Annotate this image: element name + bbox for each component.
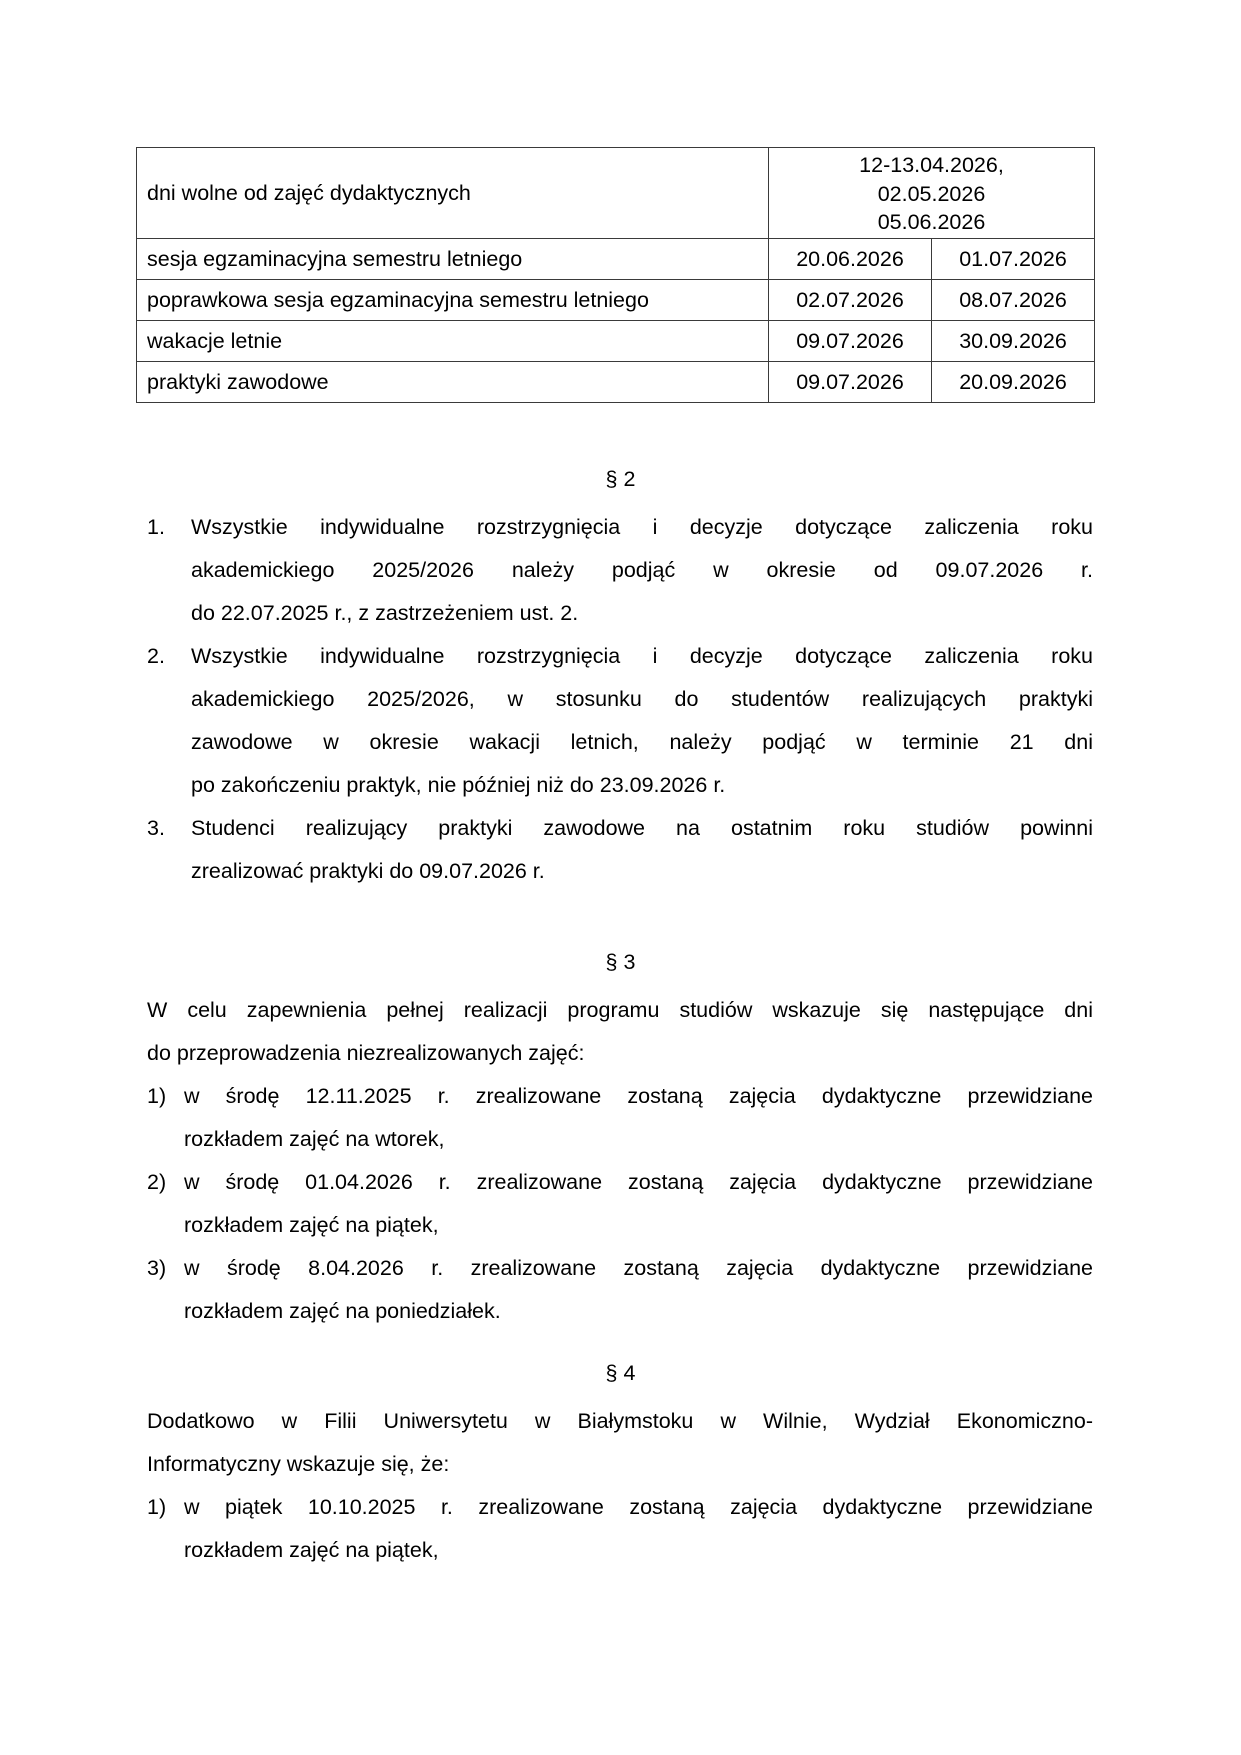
- list-number: 3): [147, 1256, 167, 1280]
- list-number: 1.: [147, 515, 165, 539]
- list-item-line: w środę 12.11.2025 r. zrealizowane zostaną zajęcia dydaktyczne przewidziane: [184, 1084, 1093, 1108]
- list-number: 2): [147, 1170, 167, 1194]
- table-row: [137, 239, 1095, 280]
- free-days-dates: [769, 148, 1095, 239]
- list-item-line: po zakończeniu praktyk, nie później niż do 23.09.2026 r.: [191, 773, 726, 797]
- list-item-line: Wszystkie indywidualne rozstrzygnięcia i decyzje dotyczące zaliczenia roku: [191, 515, 1093, 539]
- list-item-line: rozkładem zajęć na wtorek,: [184, 1127, 445, 1151]
- table-row: [137, 362, 1095, 403]
- date-value: 12-13.04.2026,: [859, 153, 1004, 178]
- list-item-line: zrealizować praktyki do 09.07.2026 r.: [191, 859, 545, 883]
- section-heading-3: § 3: [605, 950, 636, 974]
- row-label: poprawkowa sesja egzaminacyjna semestru letniego: [137, 280, 769, 321]
- list-item-line: zawodowe w okresie wakacji letnich, należy podjąć w terminie 21 dni: [191, 730, 1093, 754]
- list-number: 3.: [147, 816, 165, 840]
- intro-line: W celu zapewnienia pełnej realizacji programu studiów wskazuje się następujące dni: [147, 998, 1093, 1022]
- list-item-line: rozkładem zajęć na poniedziałek.: [184, 1299, 501, 1323]
- table-row: [137, 280, 1095, 321]
- list-item-line: rozkładem zajęć na piątek,: [184, 1538, 439, 1562]
- end-date: 08.07.2026: [932, 280, 1095, 321]
- list-item-line: Wszystkie indywidualne rozstrzygnięcia i decyzje dotyczące zaliczenia roku: [191, 644, 1093, 668]
- start-date: 09.07.2026: [769, 321, 932, 362]
- start-date: 02.07.2026: [769, 280, 932, 321]
- section-heading-2: § 2: [605, 467, 636, 491]
- intro-line: do przeprowadzenia niezrealizowanych zajęć:: [147, 1041, 585, 1065]
- start-date: 09.07.2026: [769, 362, 932, 403]
- row-label: praktyki zawodowe: [137, 362, 769, 403]
- list-number: 1): [147, 1084, 167, 1108]
- start-date: 20.06.2026: [769, 239, 932, 280]
- end-date: 30.09.2026: [932, 321, 1095, 362]
- end-date: 20.09.2026: [932, 362, 1095, 403]
- intro-line: Dodatkowo w Filii Uniwersytetu w Białymstoku w Wilnie, Wydział Ekonomiczno-: [147, 1409, 1093, 1433]
- row-label: wakacje letnie: [137, 321, 769, 362]
- list-item-line: akademickiego 2025/2026 należy podjąć w okresie od 09.07.2026 r.: [191, 558, 1093, 582]
- list-number: 1): [147, 1495, 167, 1519]
- list-item-line: w środę 01.04.2026 r. zrealizowane zostaną zajęcia dydaktyczne przewidziane: [184, 1170, 1093, 1194]
- row-label: sesja egzaminacyjna semestru letniego: [137, 239, 769, 280]
- list-item-line: akademickiego 2025/2026, w stosunku do studentów realizujących praktyki: [191, 687, 1093, 711]
- section-heading-4: § 4: [605, 1361, 636, 1385]
- list-number: 2.: [147, 644, 165, 668]
- list-item-line: rozkładem zajęć na piątek,: [184, 1213, 439, 1237]
- table-row: [137, 148, 1095, 239]
- table-row: [137, 321, 1095, 362]
- date-value: 05.06.2026: [877, 210, 986, 235]
- date-value: 02.05.2026: [877, 181, 986, 206]
- list-item-line: w środę 8.04.2026 r. zrealizowane zostaną zajęcia dydaktyczne przewidziane: [184, 1256, 1093, 1280]
- end-date: 01.07.2026: [932, 239, 1095, 280]
- academic-calendar-table: [136, 147, 1095, 403]
- list-item-line: Studenci realizujący praktyki zawodowe na ostatnim roku studiów powinni: [191, 816, 1093, 840]
- list-item-line: do 22.07.2025 r., z zastrzeżeniem ust. 2.: [191, 601, 579, 625]
- list-item-line: w piątek 10.10.2025 r. zrealizowane zostaną zajęcia dydaktyczne przewidziane: [184, 1495, 1093, 1519]
- row-label: dni wolne od zajęć dydaktycznych: [137, 148, 769, 239]
- intro-line: Informatyczny wskazuje się, że:: [147, 1452, 450, 1476]
